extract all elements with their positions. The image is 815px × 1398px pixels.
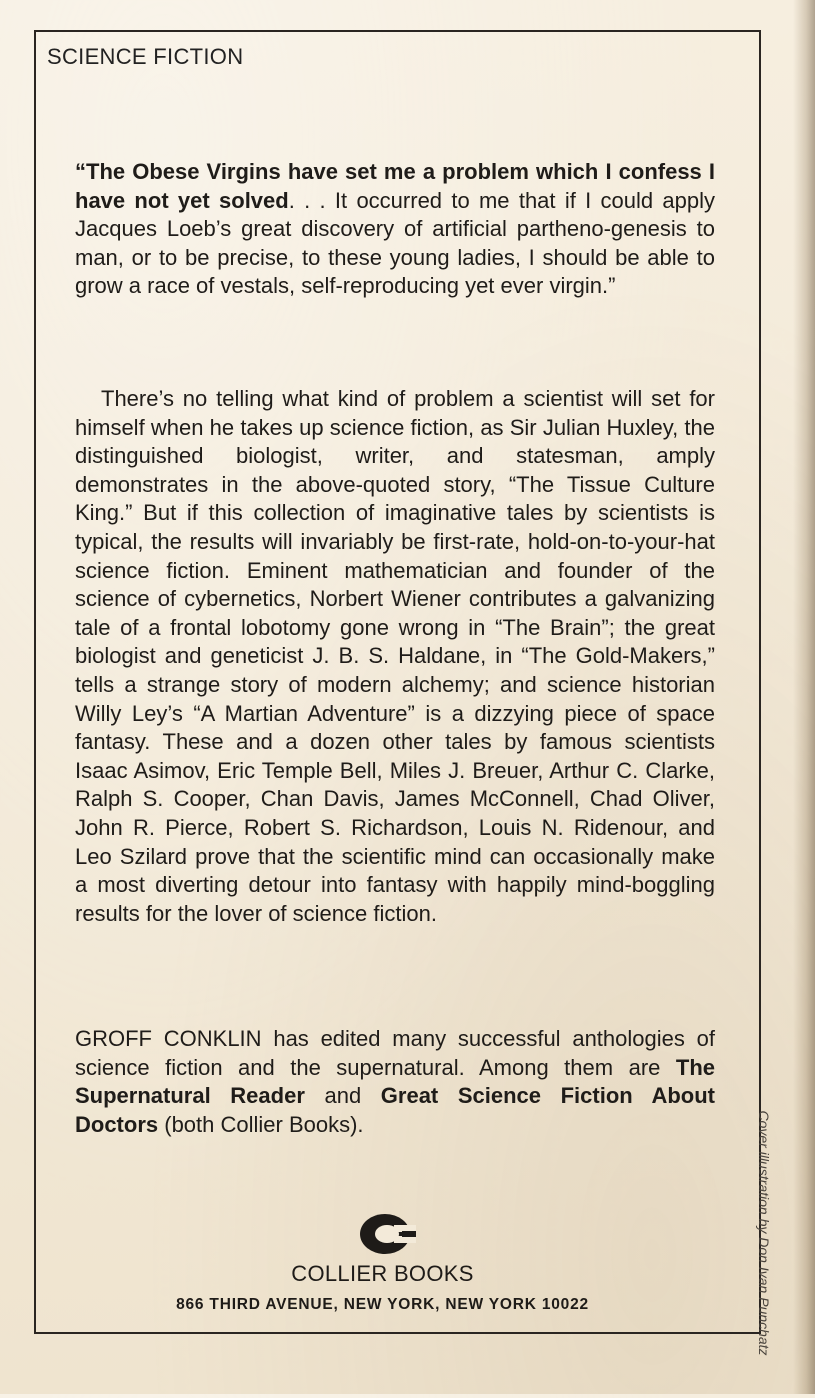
opening-quote: [75, 158, 715, 301]
editor-bio: [75, 1025, 715, 1139]
publisher-address: 866 THIRD AVENUE, NEW YORK, NEW YORK 10022: [176, 1296, 589, 1313]
bio-text: GROFF CONKLIN has edited many successful anthologies of science fiction and the supernatural. Among them are: [75, 1026, 715, 1080]
bio-connector: and: [304, 1083, 381, 1109]
cover-credit: Cover illustration by Don Ivan Punchatz: [756, 1110, 772, 1356]
spine-shadow: [793, 0, 815, 1394]
collier-logo-icon: [358, 1211, 416, 1257]
bio-title-2: Great Science Fiction About Doctors: [75, 1083, 715, 1137]
quote-bold-part: “The Obese Virgins have set me a problem which I confess I have not yet solved: [75, 159, 715, 213]
bio-title-1: The Supernatural Reader: [75, 1054, 715, 1109]
publisher-name: COLLIER BOOKS: [291, 1261, 474, 1286]
bio-suffix: (both Collier Books).: [158, 1111, 364, 1137]
genre-label: SCIENCE FICTION: [47, 44, 244, 69]
book-description: There’s no telling what kind of problem a scientist will set for himself when he takes up science fiction, as Sir Julian Huxley, the distinguished biologist, writer, and statesman, amply demonstrates in the above-quoted story, “The Tissue Culture King.” But if this collection of imaginative tales by scientists is typical, the results will invariably be first-rate, hold-on-to-your-hat science fiction. Eminent mathematician and founder of the science of cybernetics, Norbert Wiener contributes a galvanizing tale of a frontal lobotomy gone wrong in “The Brain”; the great biologist and geneticist J. B. S. Haldane, in “The Gold-Makers,” tells a strange story of modern alchemy; and science historian Willy Ley’s “A Martian Adventure” is a dizzying piece of space fantasy. These and a dozen other tales by famous scientists Isaac Asimov, Eric Temple Bell, Miles J. Breuer, Arthur C. Clarke, Ralph S. Cooper, Chan Davis, James McConnell, Chad Oliver, John R. Pierce, Robert S. Richardson, Louis N. Ridenour, and Leo Szilard prove that the scientific mind can occasionally make a most diverting detour into fantasy with happily mind-boggling results for the lover of science fiction.: [75, 386, 715, 926]
quote-rest: . . . It occurred to me that if I could apply Jacques Loeb’s great discovery of artificial partheno-genesis to man, or to be precise, to these young ladies, I should be able to grow a race of vestals, self-reproducing yet ever virgin.”: [75, 187, 715, 299]
